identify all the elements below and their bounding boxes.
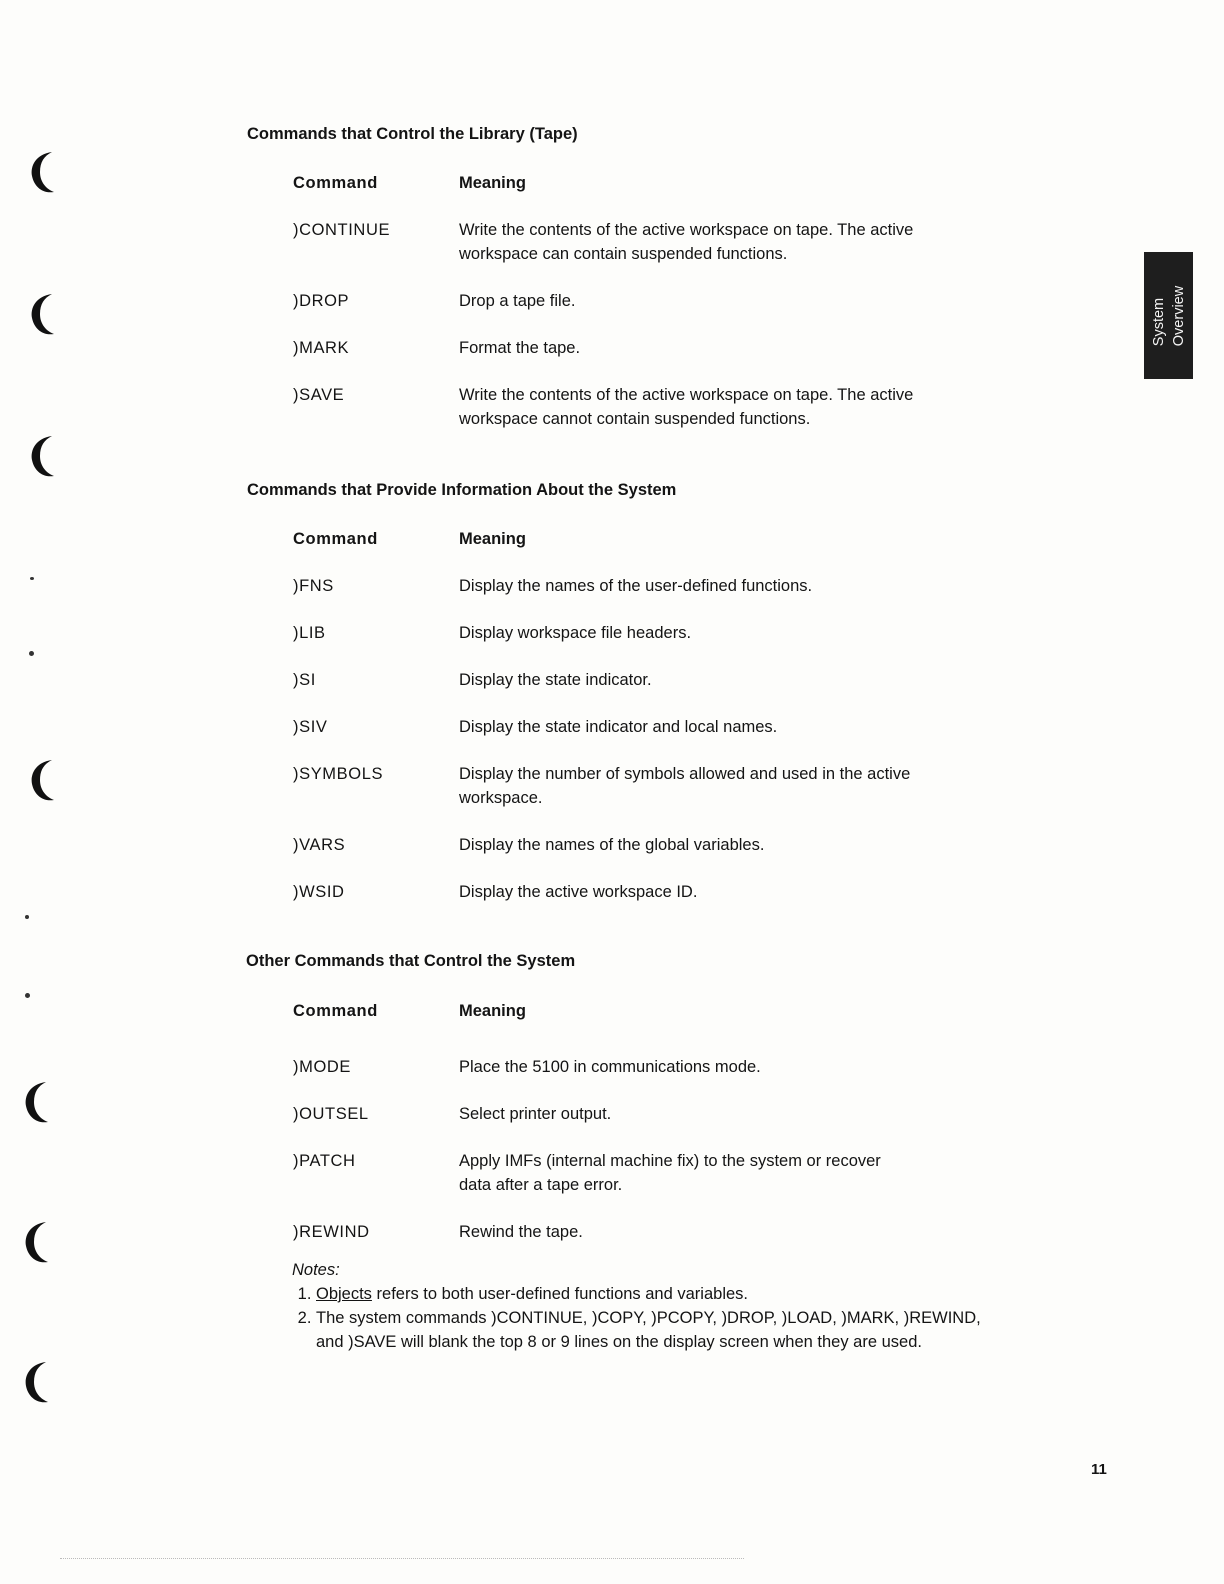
meaning-line: Select printer output. (459, 1105, 612, 1123)
library-commands-table (293, 171, 973, 431)
notes-list (292, 1282, 982, 1354)
other-commands-table (293, 999, 973, 1244)
meaning-line: Rewind the tape. (459, 1223, 583, 1241)
information-commands-table (293, 527, 973, 904)
section-title-information: Commands that Provide Information About the System (247, 481, 677, 499)
command-name: )DROP (293, 292, 350, 310)
table-header (293, 171, 973, 195)
tab-label-line: Overview (1170, 285, 1187, 346)
notes-block (292, 1258, 982, 1354)
table-row (293, 383, 973, 431)
meaning-line: Display the names of the global variables. (459, 836, 765, 854)
command-name: )OUTSEL (293, 1105, 369, 1123)
meaning-line: Place the 5100 in communications mode. (459, 1058, 761, 1076)
command-meaning (459, 1149, 973, 1197)
command-meaning (459, 289, 973, 313)
table-row (293, 880, 973, 904)
punch-hole-mark (22, 1358, 52, 1406)
meaning-line: Display the names of the user-defined functions. (459, 577, 813, 595)
table-row (293, 1055, 973, 1079)
table-row (293, 715, 973, 739)
command-column-header: Command (293, 530, 378, 548)
table-row (293, 336, 973, 360)
table-row (293, 1149, 973, 1197)
command-name: )VARS (293, 836, 346, 854)
table-header (293, 999, 973, 1023)
table-row (293, 1102, 973, 1126)
scan-speck (30, 577, 34, 580)
meaning-line: Display the number of symbols allowed and used in the active (459, 765, 911, 783)
command-meaning (459, 574, 973, 598)
punch-hole-mark (22, 1078, 52, 1126)
command-meaning (459, 668, 973, 692)
meaning-line: Display workspace file headers. (459, 624, 692, 642)
table-row (293, 762, 973, 810)
page-number: 11 (1091, 1461, 1107, 1478)
meaning-line: Write the contents of the active workspace on tape. The active (459, 386, 914, 404)
table-row (293, 833, 973, 857)
note-text: refers to both user-defined functions and variables. (371, 1285, 748, 1303)
note-text: The system commands )CONTINUE, )COPY, )PCOPY, )DROP, )LOAD, )MARK, )REWIND, and )SAVE will blank the top 8 or 9 lines on the display screen when they are used. (316, 1309, 981, 1351)
command-name: )CONTINUE (293, 221, 391, 239)
command-meaning (459, 218, 973, 266)
command-meaning (459, 1220, 973, 1244)
meaning-line: Drop a tape file. (459, 292, 576, 310)
section-title-library: Commands that Control the Library (Tape) (247, 125, 578, 143)
command-name: )MODE (293, 1058, 351, 1076)
command-meaning (459, 833, 973, 857)
punch-hole-mark (28, 290, 58, 338)
command-meaning (459, 880, 973, 904)
meaning-line: Format the tape. (459, 339, 581, 357)
meaning-line: workspace. (459, 789, 543, 807)
note-term-objects: Objects (316, 1285, 372, 1303)
command-name: )SAVE (293, 386, 345, 404)
section-tab-label (1149, 285, 1189, 345)
table-row (293, 574, 973, 598)
meaning-line: Display the active workspace ID. (459, 883, 698, 901)
command-meaning (459, 336, 973, 360)
command-name: )SI (293, 671, 316, 689)
command-meaning (459, 621, 973, 645)
command-meaning (459, 715, 973, 739)
command-column-header: Command (293, 174, 378, 192)
command-meaning (459, 1055, 973, 1079)
command-column-header: Command (293, 1002, 378, 1020)
command-name: )PATCH (293, 1152, 356, 1170)
table-row (293, 218, 973, 266)
punch-hole-mark (28, 756, 58, 804)
tab-label-line: System (1150, 297, 1167, 346)
meaning-column-header: Meaning (459, 174, 526, 192)
command-name: )REWIND (293, 1223, 370, 1241)
table-row (293, 289, 973, 313)
note-item (316, 1306, 982, 1354)
meaning-line: Display the state indicator and local names. (459, 718, 778, 736)
table-row (293, 668, 973, 692)
meaning-line: workspace can contain suspended functions. (459, 245, 788, 263)
meaning-line: workspace cannot contain suspended functions. (459, 410, 811, 428)
punch-hole-mark (22, 1218, 52, 1266)
section-title-other: Other Commands that Control the System (246, 952, 576, 970)
command-name: )MARK (293, 339, 350, 357)
command-name: )SYMBOLS (293, 765, 384, 783)
meaning-line: Apply IMFs (internal machine fix) to the system or recover (459, 1152, 881, 1170)
punch-hole-mark (28, 148, 58, 196)
meaning-column-header: Meaning (459, 530, 526, 548)
scan-speck (25, 993, 30, 998)
scan-speck (25, 915, 29, 919)
command-meaning (459, 762, 973, 810)
meaning-line: data after a tape error. (459, 1176, 623, 1194)
command-name: )SIV (293, 718, 328, 736)
command-meaning (459, 1102, 973, 1126)
scan-edge-line (60, 1558, 744, 1559)
command-name: )LIB (293, 624, 326, 642)
notes-title: Notes: (292, 1261, 340, 1279)
table-header (293, 527, 973, 551)
meaning-line: Display the state indicator. (459, 671, 652, 689)
section-tab (1144, 252, 1193, 379)
note-item (316, 1282, 982, 1306)
meaning-column-header: Meaning (459, 1002, 526, 1020)
command-meaning (459, 383, 973, 431)
meaning-line: Write the contents of the active workspace on tape. The active (459, 221, 914, 239)
table-row (293, 621, 973, 645)
command-name: )WSID (293, 883, 345, 901)
scan-speck (29, 651, 34, 656)
punch-hole-mark (28, 432, 58, 480)
table-row (293, 1220, 973, 1244)
command-name: )FNS (293, 577, 334, 595)
